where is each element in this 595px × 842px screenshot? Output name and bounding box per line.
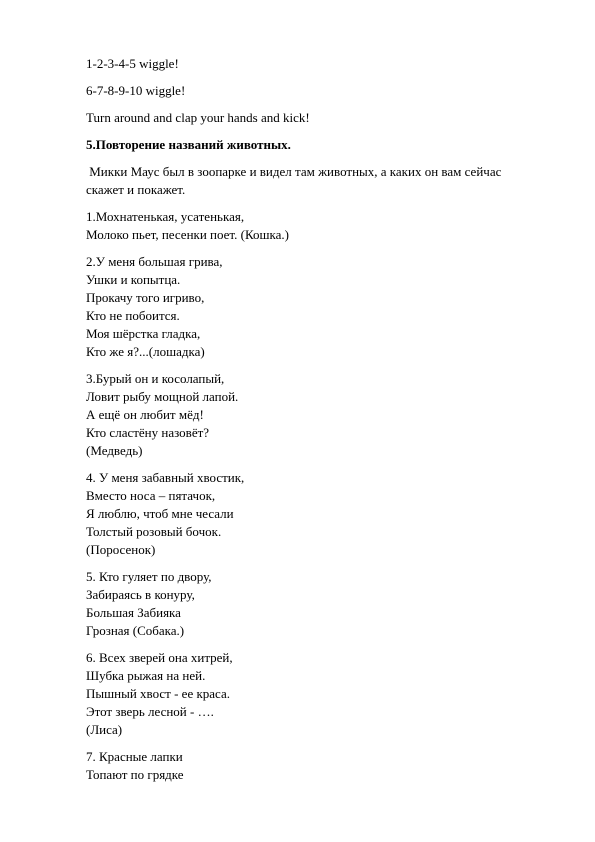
riddle-line: Этот зверь лесной - …. [86,704,214,719]
riddle-line: (Медведь) [86,443,143,458]
riddle-2 [86,253,556,361]
riddle-line: А ещё он любит мёд! [86,407,204,422]
riddle-5 [86,568,556,640]
riddle-3 [86,370,556,460]
document-page [86,55,556,793]
riddle-line: Кто же я?...(лошадка) [86,344,205,359]
riddle-line: Молоко пьет, песенки поет. (Кошка.) [86,227,289,242]
intro-paragraph [86,163,556,199]
riddle-line: 1.Мохнатенькая, усатенькая, [86,209,245,224]
riddle-line: Толстый розовый бочок. [86,524,222,539]
riddle-line: (Поросенок) [86,542,156,557]
riddle-line: Грозная (Собака.) [86,623,185,638]
riddle-line: Топают по грядке [86,767,184,782]
riddle-6 [86,649,556,739]
riddle-line: 2.У меня большая грива, [86,254,223,269]
riddle-1 [86,208,556,244]
riddle-line: Забираясь в конуру, [86,587,195,602]
song-line-2 [86,82,556,100]
riddle-line: Шубка рыжая на ней. [86,668,206,683]
riddle-line: Вместо носа – пятачок, [86,488,216,503]
riddle-line: Я люблю, чтоб мне чесали [86,506,234,521]
riddle-7 [86,748,556,784]
riddle-line: Прокачу того игриво, [86,290,205,305]
riddle-line: Ловит рыбу мощной лапой. [86,389,239,404]
riddle-line: Пышный хвост - ее краса. [86,686,231,701]
riddle-line: Моя шёрстка гладка, [86,326,201,341]
song-line-1 [86,55,556,73]
song-text: Turn around and clap your hands and kick! [86,110,310,125]
riddle-line: 6. Всех зверей она хитрей, [86,650,233,665]
section-heading-text: 5.Повторение названий животных. [86,137,291,152]
riddle-line: 5. Кто гуляет по двору, [86,569,212,584]
section-heading [86,136,556,154]
riddle-line: Кто не побоится. [86,308,180,323]
riddle-line: Ушки и копытца. [86,272,181,287]
song-line-3 [86,109,556,127]
riddle-line: 3.Бурый он и косолапый, [86,371,225,386]
intro-text: Микки Маус был в зоопарке и видел там животных, а каких он вам сейчас скажет и покажет. [86,164,505,197]
riddle-4 [86,469,556,559]
riddle-line: Кто сластёну назовёт? [86,425,210,440]
riddle-line: 7. Красные лапки [86,749,183,764]
riddle-line: Большая Забияка [86,605,181,620]
song-text: 6-7-8-9-10 wiggle! [86,83,186,98]
riddle-line: (Лиса) [86,722,123,737]
riddle-line: 4. У меня забавный хвостик, [86,470,245,485]
song-text: 1-2-3-4-5 wiggle! [86,56,179,71]
